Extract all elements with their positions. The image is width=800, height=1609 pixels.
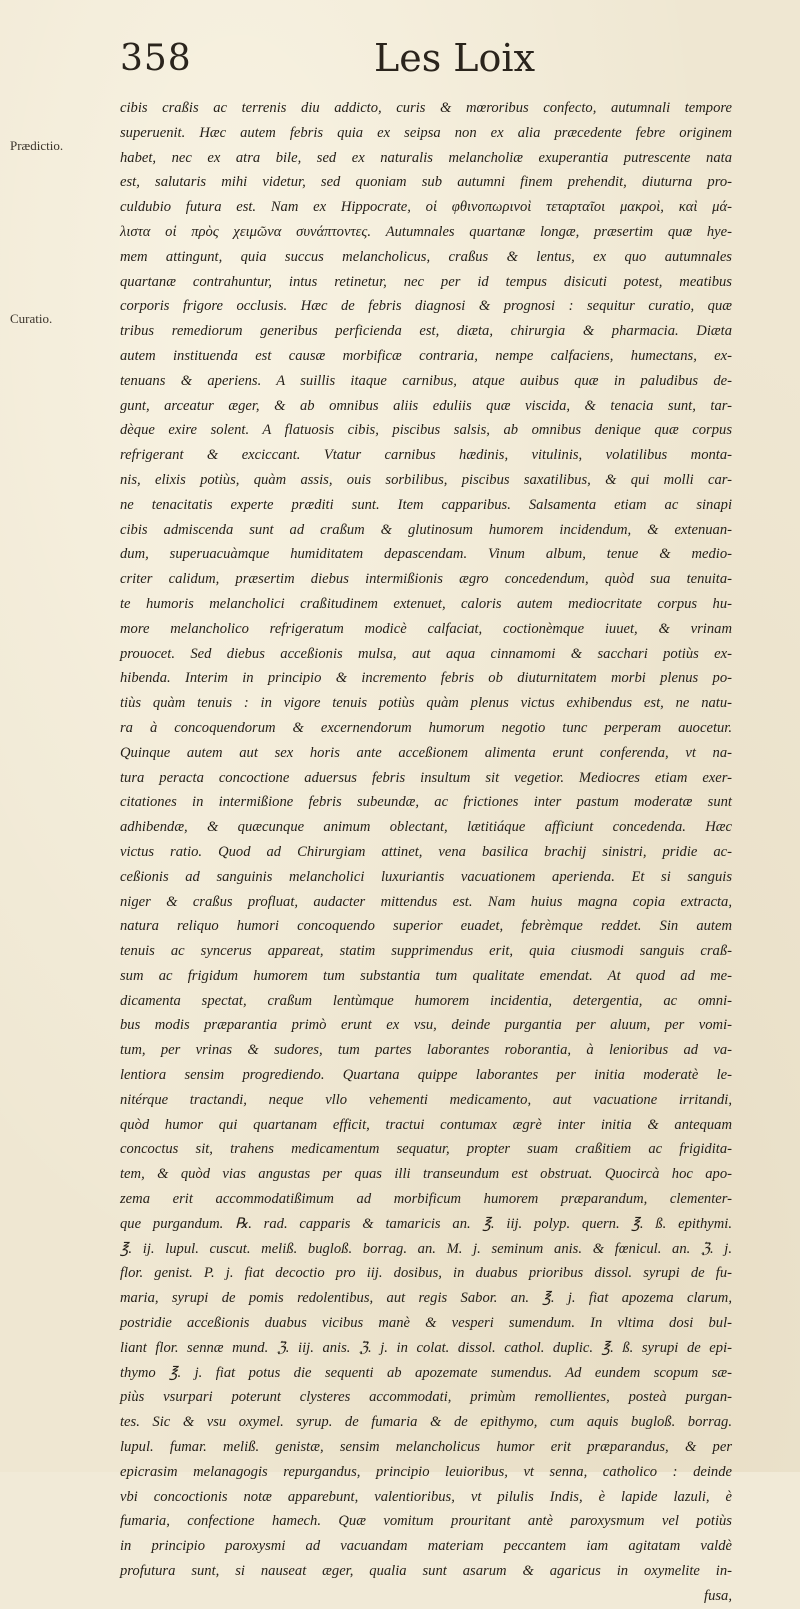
text-line: tenuis ac syncerus appareat, statim supprimendus erit, quia ciusmodi sanguis craß- (120, 943, 732, 960)
text-line: fumaria, confectione hamech. Quæ vomitum prouritant antè paroxysmum vel potiùs (120, 1513, 732, 1530)
page-header (0, 34, 800, 84)
text-line: corporis frigore occlusis. Hæc de febris diagnosi & prognosi : sequitur curatio, quæ (120, 298, 732, 315)
text-line: tura peracta concoctione aduersus febris insultum sit vegetior. Mediocres etiam exer- (120, 769, 732, 786)
text-line: fusa, (704, 1587, 732, 1604)
text-line: zema erit accommodatißimum ad morbificum humorem præparandum, clementer- (120, 1191, 732, 1208)
text-line: cibis admiscenda sunt ad craßum & glutinosum humorem incidendum, & extenuan- (120, 521, 732, 538)
text-line: habet, nec ex atra bile, sed ex naturalis melancholiæ exuperantia putrescente nata (120, 149, 732, 166)
text-line: tum, per vrinas & sudores, tum partes laborantes roborantia, à lenioribus ad va- (120, 1042, 732, 1059)
text-line: Quinque autem aut sex horis ante acceßionem alimenta erunt conferenda, vt na- (120, 744, 732, 761)
text-line: in principio paroxysmi ad vacuandam materiam peccantem iam agitatam valdè (120, 1538, 732, 1555)
text-line: nis, elixis potiùs, quàm assis, ouis sorbilibus, piscibus saxatilibus, & qui molli car- (120, 471, 732, 488)
text-line: que purgandum. ℞. rad. capparis & tamaricis an. ℥. iij. polyp. quern. ℥. ß. epithymi. (120, 1215, 732, 1232)
text-line: liant flor. sennæ mund. ℨ. iij. anis. ℨ. j. in colat. dissol. cathol. duplic. ℥. ß. syrupi de epi- (120, 1339, 732, 1356)
text-line: piùs vsurpari poterunt clysteres accommodati, primùm remollientes, posteà purgan- (120, 1389, 732, 1406)
text-line: culdubio futura est. Nam ex Hippocrate, οἱ φθινοπωρινοὶ τεταρταῖοι μακροὶ, καὶ μά- (120, 199, 732, 216)
text-line: epicrasim melanagogis repurgandus, principio leuioribus, vt senna, catholico : deinde (120, 1463, 732, 1480)
text-line: concoctus sit, trahens medicamentum sequatur, propter suam craßitiem ac frigidita- (120, 1141, 732, 1158)
text-line: tes. Sic & vsu oxymel. syrup. de fumaria & de epithymo, cum aquis bugloß. borrag. (120, 1414, 732, 1431)
text-line: postridie acceßionis duabus vicibus manè & vesperi sumendum. In vltima dosi bul- (120, 1315, 732, 1332)
text-line: gunt, arceatur æger, & ab omnibus aliis eduliis quæ viscida, & tenacia sunt, tar- (120, 397, 732, 414)
text-line: flor. genist. P. j. fiat decoctio pro iij. dosibus, in duabus prioribus dissol. syrupi de fu- (120, 1265, 732, 1282)
text-line: criter calidum, præsertim diebus intermißionis ægro concedendum, quòd sua tenuita- (120, 571, 732, 588)
text-line: tribus remediorum generibus perficienda est, diæta, chirurgia & pharmacia. Diæta (120, 323, 732, 340)
text-line: lentiora sensim progrediendo. Quartana quippe laborantes per initia moderatè le- (120, 1067, 732, 1084)
text-line: ℥. ij. lupul. cuscut. meliß. bugloß. borrag. an. M. j. seminum anis. & fœnicul. an. ℨ. j. (120, 1240, 732, 1257)
text-line: hibenda. Interim in principio & incremento febris ob diuturnitatem morbi plenus po- (120, 670, 732, 687)
margin-note-praedictio: Prædictio. (10, 138, 64, 153)
text-line: quartanæ contrahuntur, intus retinetur, nec per id tempus disicuti potest, meatibus (120, 273, 732, 290)
margin-note-curatio: Curatio. (10, 311, 53, 326)
text-line: autem instituenda est causæ morbificæ contraria, nempe calfaciens, humectans, ex- (120, 347, 732, 364)
text-line: lupul. fumar. meliß. genistæ, sensim melancholicus humor erit præparandus, & per (120, 1439, 732, 1456)
text-line: more melancholico refrigeratum modicè calfaciat, coctionèmque iuuet, & vrinam (120, 620, 732, 637)
text-line: niger & craßus profluat, audacter mittendus est. Nam huius magna copia extracta, (120, 893, 732, 910)
text-line: refrigerant & exciccant. Vtatur carnibus hædinis, vitulinis, volatilibus monta- (120, 447, 732, 464)
running-title: Les Loix (374, 36, 535, 80)
text-line: ne tenacitatis experte præditi sunt. Item capparibus. Salsamenta etiam ac sinapi (120, 496, 732, 513)
text-line: λιστα οἱ πρὸς χειμῶνα συνάπτοντες. Autumnales quartanæ longæ, præsertim quæ hye- (120, 223, 732, 240)
text-line: ceßionis ad sanguinis melancholici luxuriantis vacuationem aperienda. Et si sanguis (120, 868, 732, 885)
text-line: maria, syrupi de pomis redolentibus, aut regis Sabor. an. ℥. j. fiat apozema clarum, (120, 1290, 732, 1307)
text-line: prouocet. Sed diebus acceßionis mulsa, aut aqua cinnamomi & sacchari potiùs ex- (120, 645, 732, 662)
text-line: thymo ℥. j. fiat potus die sequenti ab apozemate sumendus. Ad eundem scopum sæ- (120, 1364, 732, 1381)
text-line: tem, & quòd vias angustas per quas illi transeundum est obstruat. Quocircà hoc apo- (120, 1166, 732, 1183)
text-line: nitérque tractandi, neque vllo vehementi medicamento, aut vacuatione irritandi, (120, 1091, 732, 1108)
text-line: natura reliquo humori concoquendo superior euadet, febrèmque reddet. Sin autem (120, 918, 732, 935)
text-line: sum ac frigidum humorem tum substantia tum qualitate emendat. At quod ad me- (120, 967, 732, 984)
text-line: citationes in intermißione febris subeundæ, ac frictiones inter pastum moderatæ sunt (120, 794, 732, 811)
text-line: tenuans & aperiens. A suillis itaque carnibus, atque auibus quæ in paludibus de- (120, 372, 732, 389)
text-line: tiùs quàm tenuis : in vigore tenuis potiùs quàm plenus victus exhibendus est, ne natu- (120, 695, 732, 712)
text-line: adhibendæ, & quæcunque animum oblectant, lætitiáque afficiunt concedenda. Hæc (120, 819, 732, 836)
text-line: mem attingunt, quia succus melancholicus, craßus & lentus, ex quo autumnales (120, 248, 732, 265)
text-line: profutura sunt, si nauseat æger, qualia sunt asarum & agaricus in oxymelite in- (120, 1563, 732, 1580)
text-line: dèque exire solent. A flatuosis cibis, piscibus salsis, ab omnibus denique quæ corpus (120, 422, 732, 439)
text-line: dum, superuacuàmque humiditatem depascendam. Vinum album, tenue & medio- (120, 546, 732, 563)
text-line: quòd humor qui quartanam efficit, tractui contumax ægrè inter initia & antequam (120, 1116, 732, 1133)
text-line: est, salutaris mihi videtur, sed quoniam sub autumni finem prehendit, diuturna pro- (120, 174, 732, 191)
text-line: bus modis præparantia primò erunt ex vsu, deinde purgantia per aluum, per vomi- (120, 1017, 732, 1034)
text-line: dicamenta spectat, craßum lentùmque humorem incidentia, detergentia, ac omni- (120, 992, 732, 1009)
body-text (120, 96, 732, 1609)
text-line: ra à concoquendorum & excernendorum humorum negotio tunc perperam auocetur. (120, 719, 732, 736)
text-line: cibis craßis ac terrenis diu addicto, curis & mœroribus confecto, autumnali tempore (120, 100, 732, 116)
page-number: 358 (120, 38, 192, 79)
text-line: vbi concoctionis notæ apparebunt, valentioribus, vt pilulis Indis, è lapide lazuli, è (120, 1488, 732, 1505)
text-line: superuenit. Hæc autem febris quia ex seipsa non ex alia præcedente febre originem (120, 124, 732, 141)
text-line: te humoris melancholici craßitudinem extenuet, caloris autem mediocritate corpus hu- (120, 595, 732, 612)
text-line: victus ratio. Quod ad Chirurgiam attinet, vena basilica brachij sinistri, pridie ac- (120, 843, 732, 860)
